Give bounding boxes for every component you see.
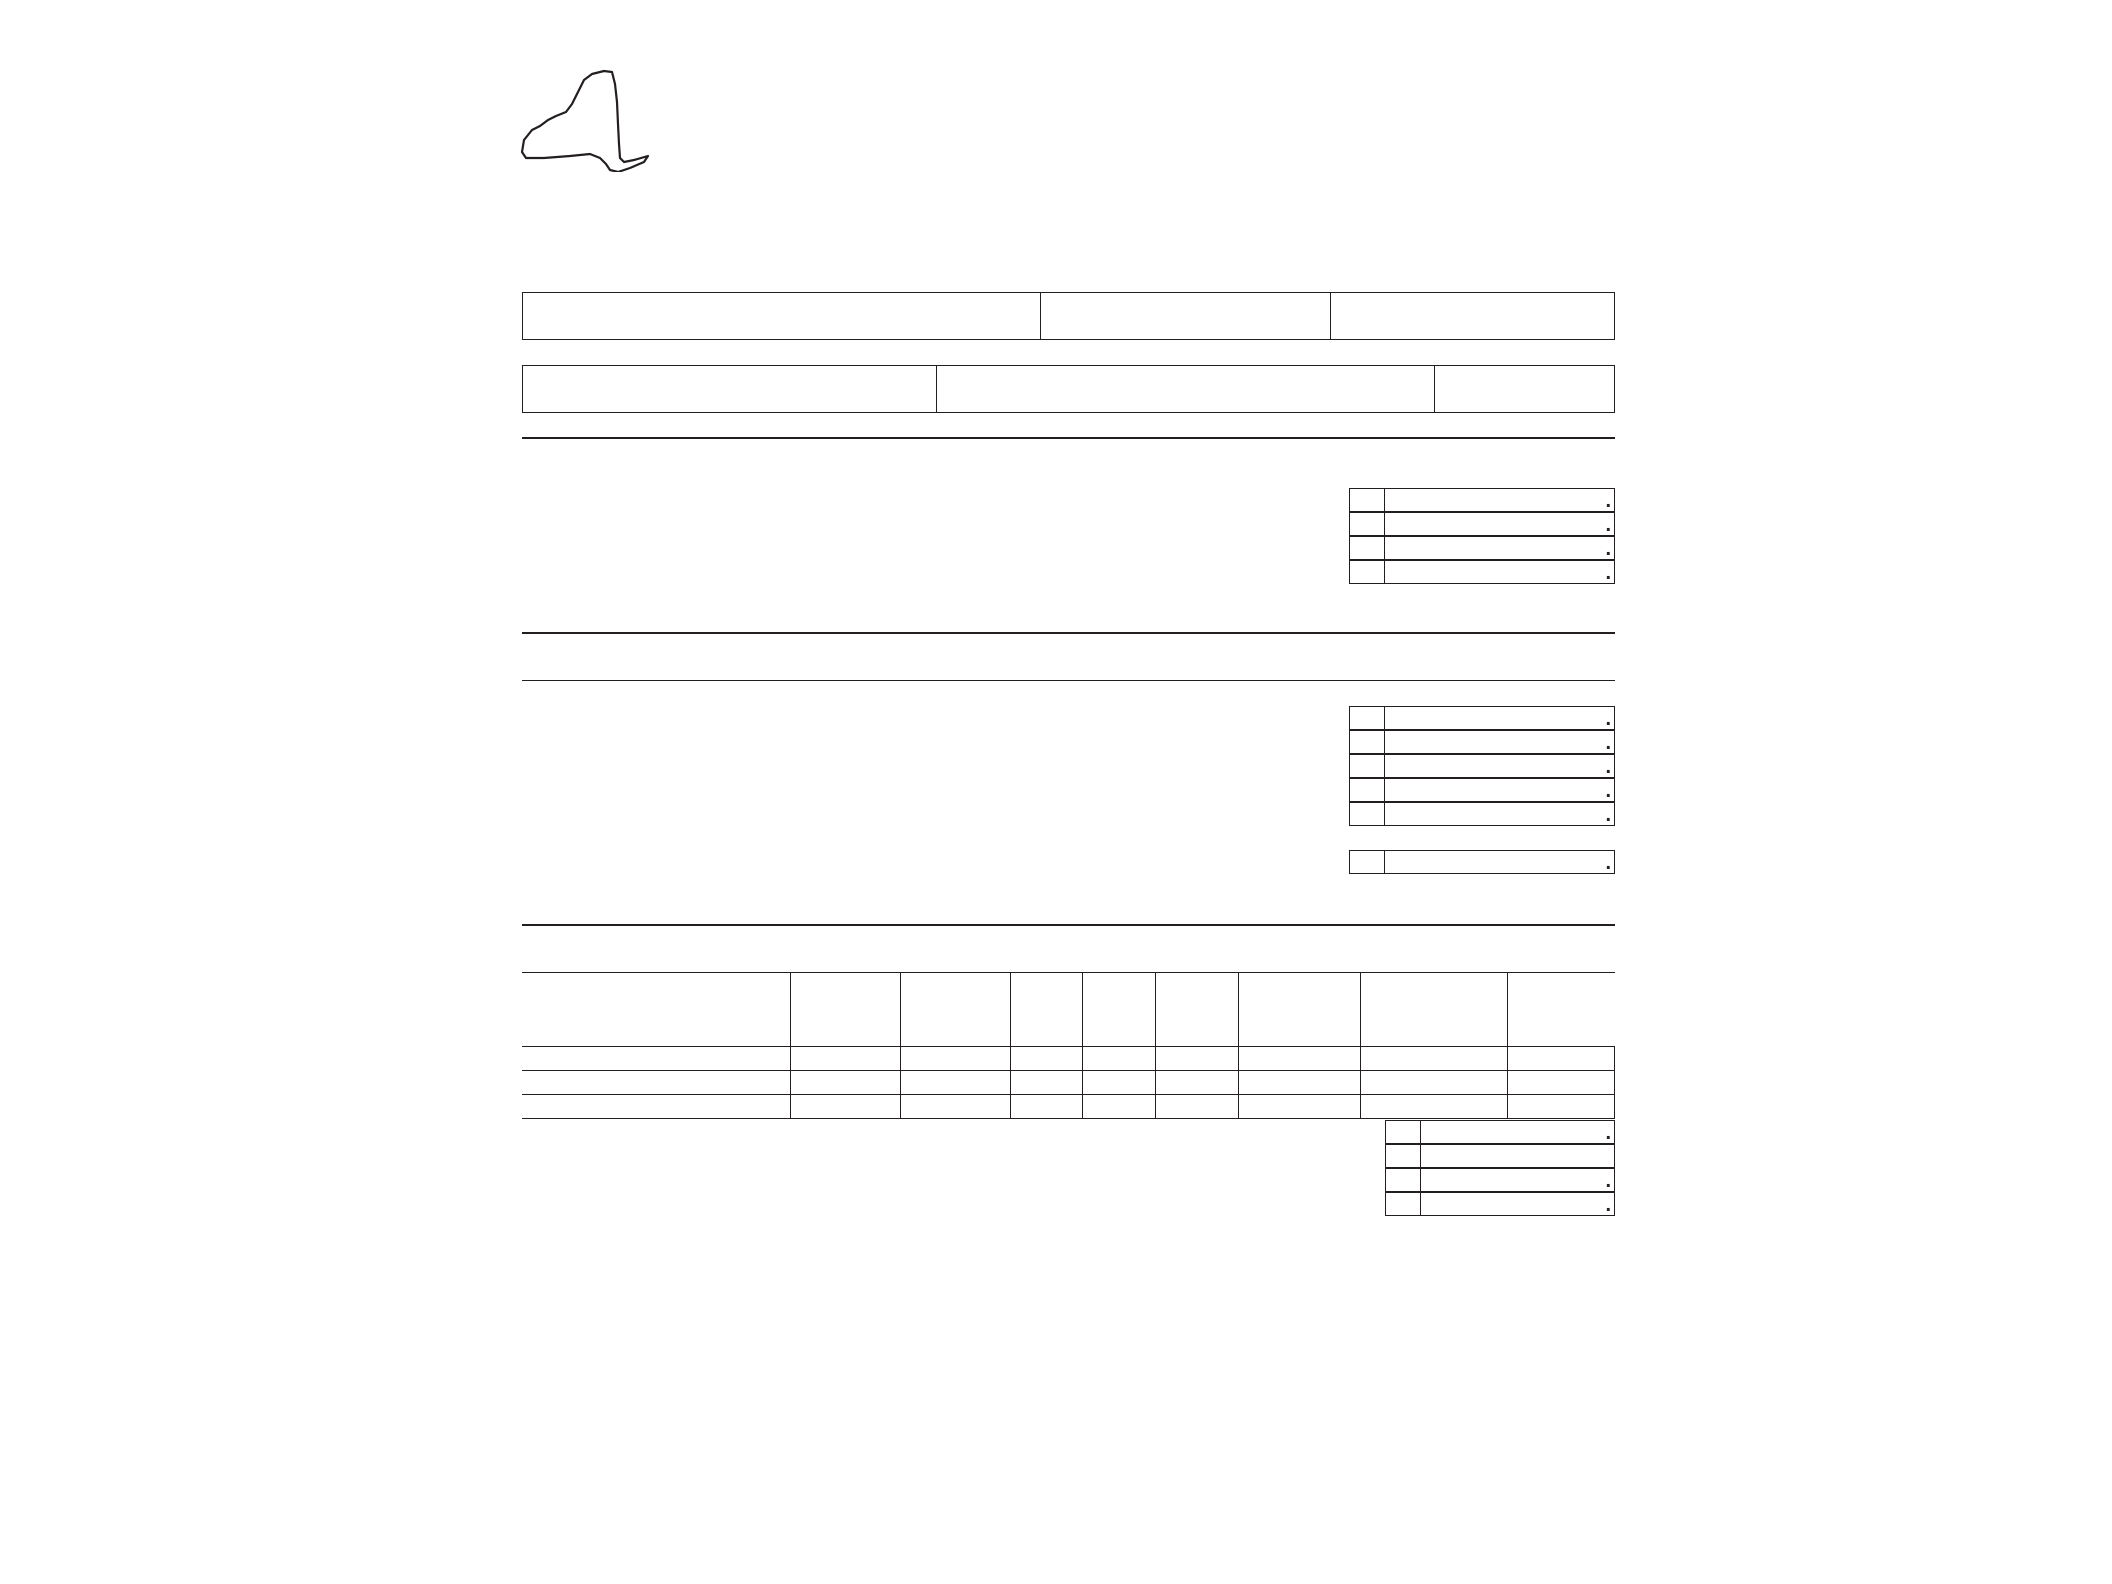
line-12 [522, 1144, 1615, 1168]
identifying-number-field[interactable] [1331, 293, 1614, 339]
line-4 [522, 560, 1615, 584]
id-row-1 [522, 292, 1615, 340]
line-6-amount-field[interactable] [1385, 730, 1615, 754]
line-9 [522, 802, 1615, 826]
line-box-number [1385, 1120, 1421, 1144]
naics-field[interactable] [1435, 366, 1614, 412]
table-column-rule [1155, 972, 1156, 1118]
table-column-rule [1507, 972, 1508, 1118]
line-5-amount-field[interactable] [1385, 706, 1615, 730]
decimal-point: . [1605, 514, 1611, 536]
line-13 [522, 1168, 1615, 1192]
line-14-amount-field[interactable] [1421, 1192, 1615, 1216]
column-header-a [522, 972, 790, 1046]
table-row-rule [1360, 1118, 1615, 1119]
line-box-number [1349, 488, 1385, 512]
table-right-rule [1614, 1046, 1615, 1118]
line-12-amount-field[interactable] [1421, 1144, 1615, 1168]
line-8-amount-field[interactable] [1385, 778, 1615, 802]
barcode-icon [521, 1493, 761, 1531]
line-11-amount-field[interactable] [1421, 1120, 1615, 1144]
line-3-amount-field[interactable] [1385, 536, 1615, 560]
decimal-point: . [1605, 804, 1611, 826]
table-row-rule [522, 1070, 1615, 1071]
line-box-number [1349, 706, 1385, 730]
line-2-amount-field[interactable] [1385, 512, 1615, 536]
decimal-point: . [1605, 1170, 1611, 1192]
line-2 [522, 512, 1615, 536]
line-box-number [1349, 730, 1385, 754]
table-column-rule [1238, 972, 1239, 1118]
line-box-number [1349, 754, 1385, 778]
column-header-e [1082, 972, 1155, 1046]
location-field[interactable] [937, 366, 1435, 412]
decimal-point: . [1605, 538, 1611, 560]
column-header-f [1155, 972, 1238, 1046]
part3-rule [522, 924, 1615, 926]
column-header-d [1010, 972, 1082, 1046]
barcode [521, 1493, 761, 1531]
type-of-business-field[interactable] [1041, 293, 1331, 339]
table-top-rule [522, 972, 1615, 973]
table-row-rule [522, 1046, 1615, 1047]
decimal-point: . [1605, 780, 1611, 802]
line-4-amount-field[interactable] [1385, 560, 1615, 584]
line-6 [522, 730, 1615, 754]
decimal-point: . [1605, 1194, 1611, 1216]
line-14 [522, 1192, 1615, 1216]
line-box-number [1349, 802, 1385, 826]
line-1-amount-field[interactable] [1385, 488, 1615, 512]
line-7 [522, 754, 1615, 778]
id-row-2 [522, 365, 1615, 413]
line-box-number [1385, 1144, 1421, 1168]
line-13-amount-field[interactable] [1421, 1168, 1615, 1192]
table-column-rule [790, 972, 791, 1118]
column-header-b [790, 972, 900, 1046]
line-3 [522, 536, 1615, 560]
line-9-amount-field[interactable] [1385, 802, 1615, 826]
table-column-rule [1360, 972, 1361, 1118]
line-8 [522, 778, 1615, 802]
line-box-number [1349, 778, 1385, 802]
names-field[interactable] [523, 293, 1041, 339]
decimal-point: . [1605, 732, 1611, 754]
line-11 [522, 1120, 1615, 1144]
decimal-point: . [1605, 562, 1611, 584]
date-started-field[interactable] [523, 366, 937, 412]
line-10-amount-field[interactable] [1385, 850, 1615, 874]
new-york-state-outline-icon [520, 68, 690, 172]
column-header-c [900, 972, 1010, 1046]
line-box-number [1385, 1168, 1421, 1192]
line-box-number [1349, 512, 1385, 536]
column-header-h [1360, 972, 1507, 1046]
nys-logo [520, 68, 690, 172]
decimal-point: . [1605, 852, 1611, 874]
decimal-point: . [1605, 490, 1611, 512]
table-row-rule [522, 1094, 1615, 1095]
table-column-rule [900, 972, 901, 1118]
decimal-point: . [1605, 756, 1611, 778]
line-5 [522, 706, 1615, 730]
table-column-rule [1082, 972, 1083, 1118]
part1-rule [522, 437, 1615, 439]
line-box-number [1349, 536, 1385, 560]
line-7-amount-field[interactable] [1385, 754, 1615, 778]
table-column-rule [1010, 972, 1011, 1118]
line-box-number [1349, 560, 1385, 584]
column-header-g [1238, 972, 1360, 1046]
decimal-point: . [1605, 1122, 1611, 1144]
line-10 [522, 850, 1615, 874]
line-box-number [1349, 850, 1385, 874]
line-box-number [1385, 1192, 1421, 1216]
decimal-point: . [1605, 708, 1611, 730]
part2-rule [522, 632, 1615, 634]
line-1 [522, 488, 1615, 512]
part2-title-underline [522, 680, 1615, 681]
